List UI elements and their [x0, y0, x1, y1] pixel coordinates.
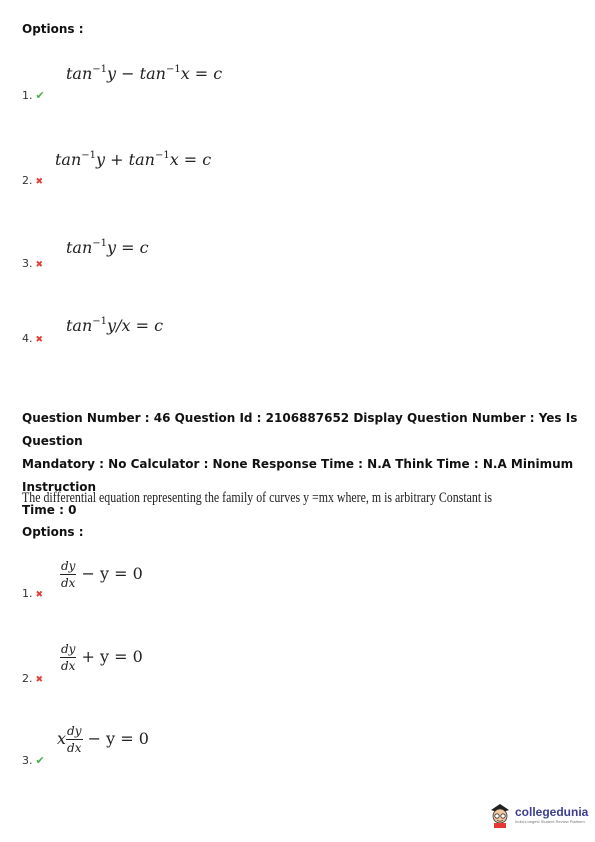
question-text: The differential equation representing the family of curves y =mx where, m is arbitrary Constant is: [22, 490, 493, 506]
math-tan: tan: [66, 316, 93, 335]
fraction-denominator: dx: [67, 741, 82, 755]
derivative-fraction: [60, 643, 76, 672]
math-tan: tan: [66, 64, 93, 83]
math-exp: −1: [92, 238, 108, 249]
options-label-1: Options :: [22, 22, 84, 36]
math-tan: tan: [139, 64, 166, 83]
math-term: y +: [96, 150, 129, 169]
math-term: x = c: [169, 150, 212, 169]
math-term: x: [57, 729, 67, 748]
math-term: − y = 0: [82, 729, 149, 748]
cross-icon: ✖: [35, 260, 44, 270]
options-label-2: Options :: [22, 525, 84, 539]
option-number-text: 4.: [22, 332, 33, 345]
student-mascot-icon: [488, 800, 512, 828]
fraction-denominator: dx: [61, 576, 76, 590]
question-meta-line: Question Number : 46 Question Id : 2106887652 Display Question Number : Yes Is Question: [22, 411, 578, 448]
brand-tagline: India's largest Student Review Platform: [515, 818, 585, 824]
q-option-2-formula: [60, 643, 143, 672]
check-icon: ✔: [35, 89, 45, 102]
math-exp: −1: [92, 64, 108, 75]
q-option-1-number: [22, 587, 43, 600]
q-option-3-formula: [57, 725, 149, 754]
option-number-text: 3.: [22, 754, 33, 767]
option-number-text: 1.: [22, 89, 33, 102]
option-number-text: 2.: [22, 174, 33, 187]
math-exp: −1: [154, 150, 170, 161]
option-4-number: [22, 332, 43, 345]
derivative-fraction: [60, 560, 76, 589]
option-1-formula: [66, 64, 222, 83]
option-2-number: [22, 174, 43, 187]
math-term: y −: [107, 64, 140, 83]
q-option-1-formula: [60, 560, 143, 589]
math-term: y/x = c: [107, 316, 164, 335]
option-2-formula: [55, 150, 211, 169]
fraction-denominator: dx: [61, 659, 76, 673]
math-tan: tan: [66, 238, 93, 257]
cross-icon: ✖: [35, 675, 44, 685]
math-exp: −1: [165, 64, 181, 75]
math-exp: −1: [81, 150, 97, 161]
brand-text: [515, 805, 588, 824]
math-term: y = c: [107, 238, 149, 257]
q-option-3-number: [22, 754, 45, 767]
math-term: − y = 0: [76, 564, 143, 583]
q-option-2-number: [22, 672, 43, 685]
option-4-formula: [66, 316, 163, 335]
math-term: x = c: [180, 64, 223, 83]
check-icon: ✔: [35, 754, 45, 767]
derivative-fraction: [66, 725, 82, 754]
fraction-numerator: dy: [61, 559, 76, 573]
math-tan: tan: [128, 150, 155, 169]
math-exp: −1: [92, 316, 108, 327]
cross-icon: ✖: [35, 177, 44, 187]
option-1-number: [22, 89, 45, 102]
question-meta-line: Time : 0: [22, 503, 77, 517]
option-3-number: [22, 257, 43, 270]
math-term: + y = 0: [76, 647, 143, 666]
option-number-text: 2.: [22, 672, 33, 685]
brand-name: collegedunia: [515, 804, 589, 819]
fraction-numerator: dy: [67, 724, 82, 738]
option-3-formula: [66, 238, 149, 257]
cross-icon: ✖: [35, 335, 44, 345]
option-number-text: 3.: [22, 257, 33, 270]
math-tan: tan: [55, 150, 82, 169]
question-meta-line: Mandatory : No Calculator : None Response Time : N.A Think Time : N.A Minimum Instruction: [22, 457, 574, 494]
fraction-numerator: dy: [61, 642, 76, 656]
brand-logo: [488, 800, 588, 828]
cross-icon: ✖: [35, 590, 44, 600]
option-number-text: 1.: [22, 587, 33, 600]
